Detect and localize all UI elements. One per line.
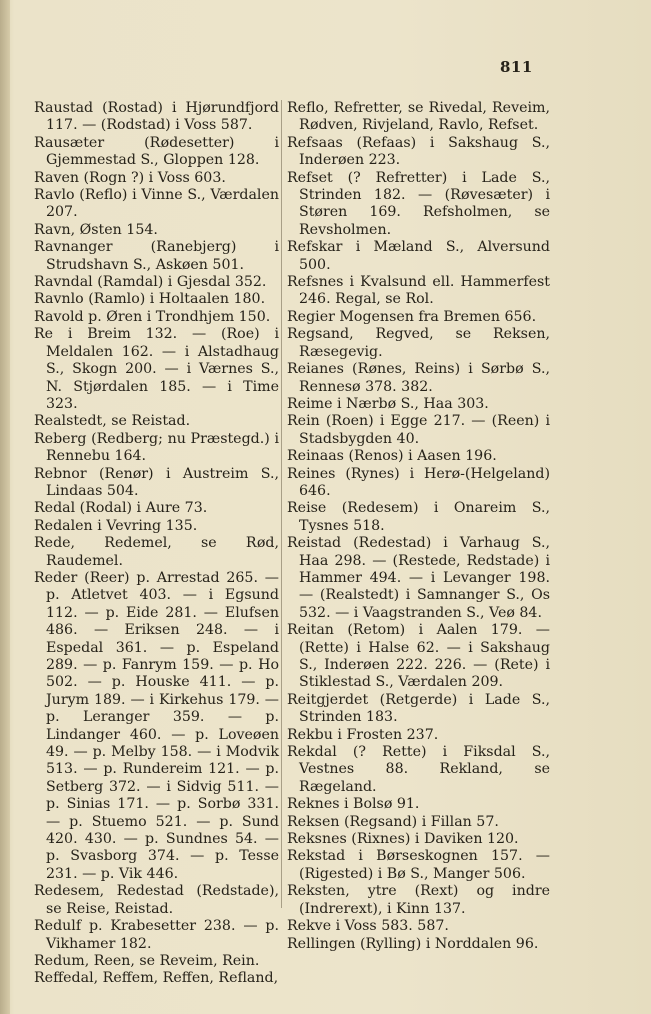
index-entry: Rede, Redemel, se Rød, Raudemel. (34, 535, 279, 569)
index-entry: Realstedt, se Reistad. (34, 413, 191, 430)
index-entry: Reime i Nærbø S., Haa 303. (287, 395, 489, 412)
index-entry: Re i Breim 132. — (Roe) i Meldalen 162. — i Alstadhaug S., Skogn 200. — i Værnes S., N. Stjørdalen 185. — i Time 323. (34, 326, 279, 412)
index-entry: Reise (Redesem) i Onareim S., Tysnes 518. (287, 500, 550, 534)
index-entry: Reksten, ytre (Rext) og indre (Indrerext), i Kinn 137. (287, 883, 550, 917)
index-entry: Raven (Rogn ?) i Voss 603. (34, 169, 226, 186)
index-entry: Reder (Reer) p. Arrestad 265. — p. Atletvet 403. — i Egsund 112. — p. Eide 281. — Elufsen 486. — Eriksen 248. — i Espedal 361. — p. Espeland 289. — p. Fanrym 159. — p. Ho 502. — p. Houske 411. — p. Jurym 189. — i Kirkehus 179. — p. Leranger 359. — p. Lindanger 460. — p. Loveøen 49. — p. Melby 158. — i Modvik 513. — p. Rundereim 121. — p. Setberg 372. — i Sidvig 511. — p. Sinias 171. — p. Sorbø 331. — p. Stuemo 521. — p. Sund 420. 430. — p. Sundnes 54. — p. Svasborg 374. — p. Tesse 231. — p. Vik 446. (34, 569, 279, 882)
index-entry: Reines (Rynes) i Herø-(Helgeland) 646. (287, 465, 550, 499)
index-entry: Reflo, Refretter, se Rivedal, Reveim, Rødven, Rivjeland, Ravlo, Refset. (287, 100, 550, 134)
index-entry: Ravnanger (Ranebjerg) i Strudshavn S., Askøen 501. (34, 239, 279, 273)
right-column (287, 100, 550, 953)
index-entry: Refsnes i Kvalsund ell. Hammerfest 246. Regal, se Rol. (287, 274, 550, 308)
index-entry: Reberg (Redberg; nu Præstegd.) i Rennebu 164. (34, 430, 279, 465)
index-entry: Rellingen (Rylling) i Norddalen 96. (287, 935, 539, 952)
index-entry: Reinaas (Renos) i Aasen 196. (287, 448, 497, 465)
index-entry: Ravnlo (Ramlo) i Holtaalen 180. (34, 291, 266, 308)
index-entry: Regier Mogensen fra Bremen 656. (287, 308, 537, 325)
index-entry: Redalen i Vevring 135. (34, 517, 198, 534)
index-entry: Rekstad i Børseskognen 157. — (Rigested) i Bø S., Manger 506. (287, 848, 550, 882)
index-entry: Reksnes (Rixnes) i Daviken 120. (287, 831, 519, 848)
index-entry: Refskar i Mæland S., Alversund 500. (287, 239, 550, 273)
index-entry: Redum, Reen, se Reveim, Rein. (34, 952, 260, 969)
index-entry: Rekbu i Frosten 237. (287, 726, 439, 743)
index-entry: Reknes i Bolsø 91. (287, 796, 420, 813)
index-entry: Rausæter (Rødesetter) i Gjemmestad S., Gloppen 128. (34, 134, 279, 169)
column-divider (281, 100, 282, 908)
index-entry: Reffedal, Reffem, Reffen, Refland, (34, 970, 279, 987)
index-entry: Raustad (Rostad) i Hjørundfjord 117. — (Rodstad) i Voss 587. (34, 100, 279, 134)
index-entry: Rekdal (? Rette) i Fiksdal S., Vestnes 88. Rekland, se Rægeland. (287, 744, 550, 795)
index-entry: Refsaas (Refaas) i Sakshaug S., Inderøen 223. (287, 134, 550, 169)
index-entry: Reitan (Retom) i Aalen 179. — (Rette) i Halse 62. — i Sakshaug S., Inderøen 222. 226. — (Rete) i Stiklestad S., Værdalen 209. (287, 622, 550, 691)
index-entry: Rekve i Voss 583. 587. (287, 918, 449, 935)
page-number: 811 (500, 58, 533, 76)
left-column (34, 100, 279, 988)
index-entry: Reitgjerdet (Retgerde) i Lade S., Strinden 183. (287, 691, 550, 726)
index-entry: Reistad (Redestad) i Varhaug S., Haa 298. — (Restede, Redstade) i Hammer 494. — i Levanger 198. — (Realstedt) i Samnanger S., Os 532. — i Vaagstranden S., Veø 84. (287, 535, 550, 621)
index-entry: Refset (? Refretter) i Lade S., Strinden 182. — (Røvesæter) i Støren 169. Refsholmen, se Revsholmen. (287, 169, 550, 238)
page-binding-edge (0, 0, 10, 1014)
index-entry: Ravn, Østen 154. (34, 221, 158, 238)
index-entry: Ravold p. Øren i Trondhjem 150. (34, 308, 271, 325)
index-entry: Rebnor (Renør) i Austreim S., Lindaas 504. (34, 465, 279, 499)
index-entry: Redulf p. Krabesetter 238. — p. Vikhamer 182. (34, 918, 279, 952)
index-entry: Redesem, Redestad (Redstade), se Reise, Reistad. (34, 883, 279, 917)
index-entry: Ravlo (Reflo) i Vinne S., Værdalen 207. (34, 187, 279, 221)
index-entry: Ravndal (Ramdal) i Gjesdal 352. (34, 274, 267, 291)
index-entry: Rein (Roen) i Egge 217. — (Reen) i Stadsbygden 40. (287, 413, 550, 447)
index-entry: Reianes (Rønes, Reins) i Sørbø S., Rennesø 378. 382. (287, 361, 550, 395)
index-entry: Reksen (Regsand) i Fillan 57. (287, 813, 499, 830)
index-entry: Regsand, Regved, se Reksen, Ræsegevig. (287, 326, 550, 360)
index-entry: Redal (Rodal) i Aure 73. (34, 500, 208, 517)
